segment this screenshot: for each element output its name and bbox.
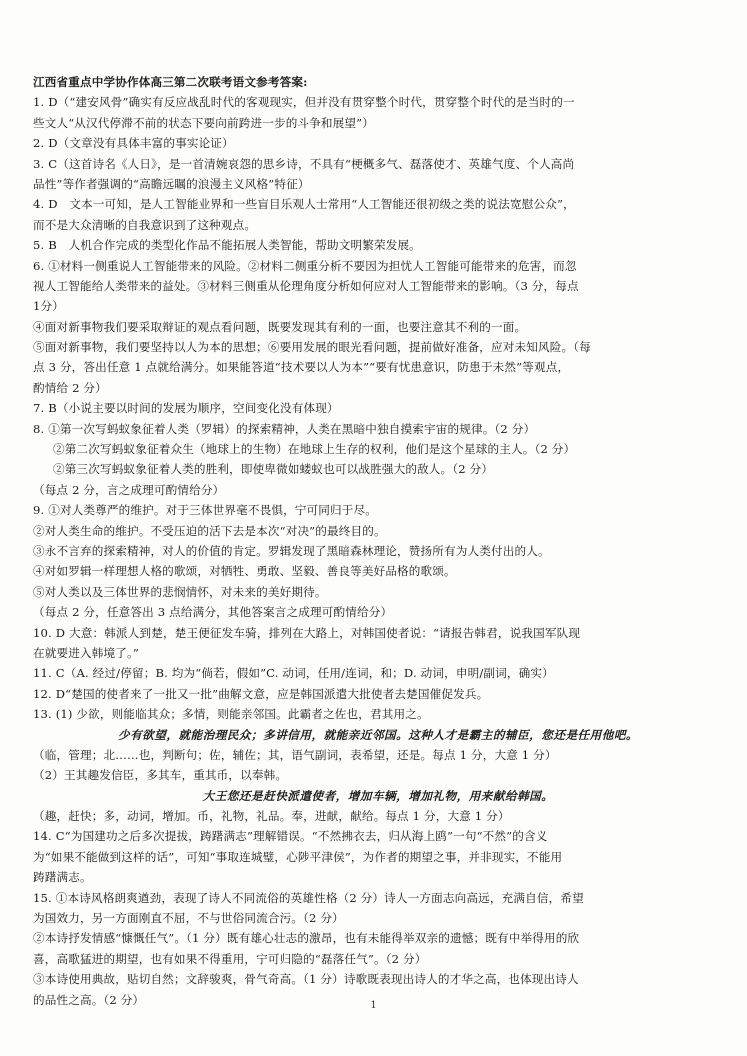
- text-line: （趣，赶快；多，动词，增加。币，礼物，礼品。奉，进献，献给。每点 1 分，大意 1 分）: [33, 809, 510, 824]
- text-line: 7. B（小说主要以时间的发展为顺序，空间变化没有体现）: [33, 401, 339, 416]
- text-line: 踌躇满志。: [33, 870, 92, 885]
- translation-line: 大王您还是赶快派遣使者，增加车辆，增加礼物，用来献给韩国。: [202, 788, 554, 803]
- text-line: 4. D 文本一可知，是人工智能业界和一些盲目乐观人士常用“人工智能还很初级之类的说法宽慰公众”，: [33, 197, 575, 212]
- text-line: 酌情给 2 分）: [33, 380, 107, 395]
- text-line: 15. ①本诗风格朗爽遒劲，表现了诗人不同流俗的英雄性格（2 分）诗人一方面志向高远，充满自信，希望: [33, 890, 584, 905]
- translation-line: 少有欲望，就能治理民众；多讲信用，就能亲近邻国。这种人才是霸主的辅臣，您还是任用他吧。: [117, 727, 639, 742]
- text-line: ⑤对人类以及三体世界的悲悯情怀，对未来的美好期待。: [33, 584, 327, 599]
- text-line: 些文人“从汉代停滞不前的状态下要向前跨进一步的斗争和展望”）: [33, 115, 374, 130]
- answer-key-body: [33, 72, 723, 1010]
- text-line: ⑤面对新事物，我们要坚持以人为本的思想；⑥要用发展的眼光看问题，提前做好准备，应对未知风险。（每: [33, 340, 591, 355]
- text-line: 12. D“楚国的使者来了一批又一批”曲解文意，应是韩国派遣大批使者去楚国催促发兵。: [33, 686, 489, 701]
- text-line: 品性”等作者强调的“高瞻远瞩的浪漫主义风格”特征）: [33, 176, 310, 191]
- text-line: （每点 2 分，言之成理可酌情给分）: [33, 482, 225, 497]
- text-line: 点 3 分，答出任意 1 点就给满分。如果能答道“技术要以人为本”“要有忧患意识，防患于未然”等观点，: [33, 360, 570, 375]
- text-line: 6. ①材料一侧重说人工智能带来的风险。②材料二侧重分析不要因为担忧人工智能可能带来的危害，而忽: [33, 258, 577, 273]
- text-line: 5. B 人机合作完成的类型化作品不能拓展人类智能，帮助文明繁荣发展。: [33, 238, 421, 253]
- text-line: 2. D（文章没有具体丰富的事实论证）: [33, 136, 234, 151]
- text-line: 10. D 大意：韩派人到楚，楚王便征发车骑，排列在大路上，对韩国使者说：“请报告韩君，说我国军队现: [33, 625, 581, 640]
- text-line: ④面对新事物我们要采取辩证的观点看问题，既要发现其有利的一面，也要注意其不利的一面。: [33, 319, 527, 334]
- text-line: ②第二次写蚂蚁象征着众生（地球上的生物）在地球上生存的权利，他们是这个星球的主人。（2 分）: [53, 442, 576, 457]
- text-line: 13. (1) 少欲，则能临其众；多情，则能亲邻国。此霸者之佐也，君其用之。: [33, 707, 429, 722]
- text-line: ③永不言弃的探索精神，对人的价值的肯定。罗辑发现了黑暗森林理论，赞扬所有为人类付出的人。: [33, 543, 550, 558]
- text-line: 在就要进入韩境了。”: [33, 645, 139, 660]
- text-line: 视人工智能给人类带来的益处。③材料三侧重从伦理角度分析如何应对人工智能带来的影响。（3 分，每点: [33, 278, 579, 293]
- text-line: 为国效力，另一方面刚直不屈，不与世俗同流合污。（2 分）: [33, 911, 344, 926]
- text-line: 喜，高歌猛进的期望，也有如果不得重用，宁可归隐的“磊落任气”。（2 分）: [33, 951, 427, 966]
- text-line: 11. C（A. 经过/停留；B. 均为“倘若，假如”C. 动词，任用/连词，和；D. 动词，申明/副词，确实）: [33, 666, 554, 681]
- text-line: 8. ①第一次写蚂蚁象征着人类（罗辑）的探索精神，人类在黑暗中独自摸索宇宙的规律。（2 分）: [33, 421, 536, 436]
- text-line: 9. ①对人类尊严的维护。对于三体世界毫不畏惧，宁可同归于尽。: [33, 503, 378, 518]
- text-line: 3. C（这首诗名《人日》，是一首清婉哀怨的思乡诗，不具有“梗概多气、磊落使才、英雄气度、个人高尚: [33, 156, 575, 171]
- text-line: （2）王其趣发信臣，多其车，重其币，以奉韩。: [33, 768, 288, 783]
- text-line: 为“如果不能做到这样的话”，可知“事取连城璧，心陟平津侯”，为作者的期望之事，并非现实，不能用: [33, 849, 563, 864]
- text-line: （临，管理；北……也，判断句；佐，辅佐；其，语气副词，表希望，还是。每点 1 分，大意 1 分）: [33, 747, 557, 762]
- text-line: 14. C“为国建功之后多次提拔，踌躇满志”理解错误。“不然拂衣去，归从海上鸥”一句“不然”的含义: [33, 829, 548, 844]
- text-line: ③本诗使用典故，贴切自然；文辞骏爽，骨气奇高。（1 分）诗歌既表现出诗人的才华之高，也体现出诗人: [33, 972, 579, 987]
- text-line: 1. D（“建安风骨”确实有反应战乱时代的客观现实，但并没有贯穿整个时代，贯穿整个时代的是当时的一: [33, 95, 575, 110]
- text-line: ④对如罗辑一样理想人格的歌颂，对牺牲、勇敢、坚毅、善良等美好品格的歌颂。: [33, 564, 456, 579]
- text-line: ②对人类生命的维护。不受压迫的活下去是本次“对决”的最终目的。: [33, 523, 386, 538]
- text-line: 而不是大众清晰的自我意识到了这种观点。: [33, 217, 257, 232]
- text-line: ②本诗抒发情感“慷慨任气”。（1 分）既有雄心壮志的激昂，也有未能得举双亲的遗憾；既有中举得用的欣: [33, 931, 580, 946]
- text-line: 的品性之高。（2 分）: [33, 992, 145, 1007]
- text-line: （每点 2 分，任意答出 3 点给满分，其他答案言之成理可酌情给分）: [33, 605, 393, 620]
- text-line: 1分）: [33, 299, 65, 314]
- page-number: 1: [370, 1000, 377, 1011]
- text-line: ②第三次写蚂蚁象征着人类的胜利，即使卑微如蝼蚁也可以战胜强大的敌人。（2 分）: [53, 462, 494, 477]
- document-title: 江西省重点中学协作体高三第二次联考语文参考答案:: [33, 75, 308, 89]
